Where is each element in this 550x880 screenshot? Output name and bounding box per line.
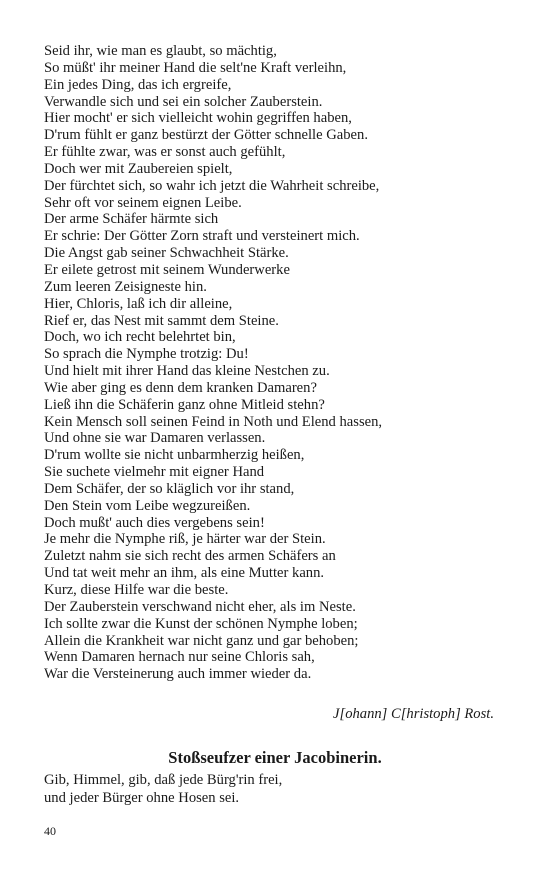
poem-line: Doch, wo ich recht belehrtet bin, [44,329,236,346]
poem-line: So sprach die Nymphe trotzig: Du! [44,346,249,363]
couplet-line: und jeder Bürger ohne Hosen sei. [44,789,240,806]
poem-line: Sehr oft vor seinem eignen Leibe. [44,194,242,211]
poem-line: Seid ihr, wie man es glaubt, so mächtig, [44,43,277,59]
poem-line: Ließ ihn die Schäferin ganz ohne Mitleid stehn? [44,396,325,413]
couplet-body [44,772,282,807]
poem-line: Zum leeren Zeisigneste hin. [44,278,207,295]
poem-line: Der fürchtet sich, so wahr ich jetzt die Wahrheit schreibe, [44,177,380,194]
poem-line: Und ohne sie war Damaren verlassen. [44,430,266,447]
poem-line: Ein jedes Ding, das ich ergreife, [44,76,232,93]
poem-line: D'rum wollte sie nicht unbarmherzig heißen, [44,447,305,464]
poem-line: Je mehr die Nymphe riß, je härter war der Stein. [44,531,326,548]
poem-line: Kein Mensch soll seinen Feind in Noth und Elend hassen, [44,413,383,430]
poem-line: Doch mußt' auch dies vergebens sein! [44,514,265,531]
poem-line: D'rum fühlt er ganz bestürzt der Götter schnelle Gaben. [44,127,368,144]
poem-line: Zuletzt nahm sie sich recht des armen Schäfers an [44,548,336,565]
poem-line: So müßt' ihr meiner Hand die selt'ne Kraft verleihn, [44,59,347,76]
poem-line: Der arme Schäfer härmte sich [44,211,219,228]
poem-line: Allein die Krankheit war nicht ganz und gar behoben; [44,632,359,649]
poem-line: Kurz, diese Hilfe war die beste. [44,582,229,598]
poem-line: Hier, Chloris, laß ich dir alleine, [44,295,233,312]
poem-line: Wie aber ging es denn dem kranken Damaren? [44,379,317,396]
poem-line: Hier mocht' er sich vielleicht wohin gegriffen haben, [44,110,352,127]
poem-line: Dem Schäfer, der so kläglich vor ihr stand, [44,480,295,497]
poem-line: Er eilete getrost mit seinem Wunderwerke [44,261,290,278]
poem-line: Doch wer mit Zaubereien spielt, [44,160,233,177]
poem-line: Ich sollte zwar die Kunst der schönen Nymphe loben; [44,615,358,632]
page-number: 40 [44,824,56,838]
poem-line: Und hielt mit ihrer Hand das kleine Nestchen zu. [44,363,330,380]
poem-line: Sie suchete vielmehr mit eigner Hand [44,464,265,481]
poem-line: Er fühlte zwar, was er sonst auch gefühlt, [44,144,286,161]
couplet-line: Gib, Himmel, gib, daß jede Bürg'rin frei, [44,772,283,788]
poem-line: Verwandle sich und sei ein solcher Zauberstein. [44,93,323,110]
poem-line: Der Zauberstein verschwand nicht eher, als im Neste. [44,598,356,615]
poem-line: Die Angst gab seiner Schwachheit Stärke. [44,245,289,262]
poem-line: Rief er, das Nest mit sammt dem Steine. [44,312,279,329]
author-attribution: J[ohann] C[hristoph] Rost. [333,706,494,722]
poem-title: Stoßseufzer einer Jacobinerin. [168,748,382,767]
poem-line: Und tat weit mehr an ihm, als eine Mutter kann. [44,565,325,582]
poem-line: Den Stein vom Leibe wegzureißen. [44,497,251,514]
poem-line: Er schrie: Der Götter Zorn straft und versteinert mich. [44,228,360,245]
poem-line: Wenn Damaren hernach nur seine Chloris sah, [44,649,315,666]
poem-line: War die Versteinerung auch immer wieder da. [44,666,312,683]
poem-body [44,43,514,683]
